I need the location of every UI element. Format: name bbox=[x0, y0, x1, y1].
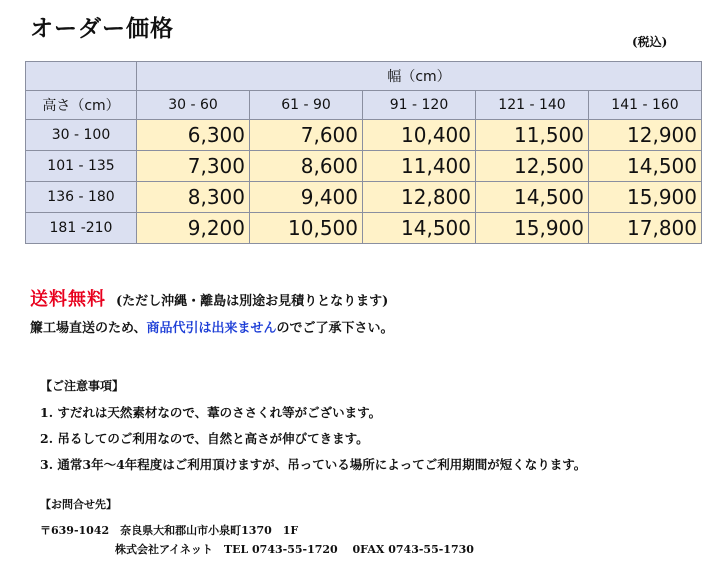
height-range: 181 -210 bbox=[26, 213, 137, 244]
address: 〒639-1042 奈良県大和郡山市小泉町1370 1F bbox=[40, 524, 299, 537]
price-cell: 8,600 bbox=[250, 151, 363, 182]
table-row bbox=[26, 151, 702, 182]
contact-heading: 【お問合せ先】 bbox=[40, 498, 117, 511]
price-cell: 11,400 bbox=[363, 151, 476, 182]
free-shipping-label: 送料無料 bbox=[30, 289, 106, 310]
price-cell: 10,400 bbox=[363, 120, 476, 151]
notes-list bbox=[40, 403, 586, 481]
notes-heading: 【ご注意事項】 bbox=[40, 379, 125, 393]
note-item: 2. 吊るしてのご利用なので、自然と高さが伸びてきます。 bbox=[40, 431, 369, 446]
company-contact: 株式会社アイネット TEL 0743-55-1720 0FAX 0743-55-1730 bbox=[115, 543, 474, 556]
height-header: 高さ（cm） bbox=[26, 91, 137, 120]
shipping-note: (ただし沖縄・離島は別途お見積りとなります) bbox=[116, 294, 389, 309]
price-cell: 6,300 bbox=[137, 120, 250, 151]
height-range: 101 - 135 bbox=[26, 151, 137, 182]
width-range: 61 - 90 bbox=[250, 91, 363, 120]
width-range: 141 - 160 bbox=[589, 91, 702, 120]
price-cell: 11,500 bbox=[476, 120, 589, 151]
table-row bbox=[26, 213, 702, 244]
width-range: 121 - 140 bbox=[476, 91, 589, 120]
price-cell: 14,500 bbox=[476, 182, 589, 213]
direct-ship-text: 簾工場直送のため、 bbox=[30, 321, 147, 336]
price-cell: 15,900 bbox=[589, 182, 702, 213]
price-cell: 12,800 bbox=[363, 182, 476, 213]
price-cell: 17,800 bbox=[589, 213, 702, 244]
table-corner bbox=[26, 62, 137, 91]
table-row bbox=[26, 182, 702, 213]
price-cell: 9,400 bbox=[250, 182, 363, 213]
price-cell: 10,500 bbox=[250, 213, 363, 244]
price-table bbox=[25, 61, 702, 244]
price-cell: 7,600 bbox=[250, 120, 363, 151]
price-cell: 12,500 bbox=[476, 151, 589, 182]
shipping-line bbox=[30, 285, 388, 311]
price-cell: 14,500 bbox=[589, 151, 702, 182]
direct-ship-notice bbox=[30, 317, 394, 336]
height-range: 136 - 180 bbox=[26, 182, 137, 213]
direct-ship-closing: のでご了承下さい。 bbox=[276, 321, 394, 336]
price-cell: 14,500 bbox=[363, 213, 476, 244]
table-row bbox=[26, 120, 702, 151]
note-item: 3. 通常3年～4年程度はご利用頂けますが、吊っている場所によってご利用期間が短くなります。 bbox=[40, 457, 587, 472]
price-cell: 8,300 bbox=[137, 182, 250, 213]
price-cell: 15,900 bbox=[476, 213, 589, 244]
price-cell: 12,900 bbox=[589, 120, 702, 151]
price-cell: 9,200 bbox=[137, 213, 250, 244]
cod-unavailable-text: 商品代引は出来ません bbox=[146, 321, 277, 336]
width-header: 幅（cm） bbox=[137, 62, 702, 91]
price-cell: 7,300 bbox=[137, 151, 250, 182]
width-range: 91 - 120 bbox=[363, 91, 476, 120]
width-range: 30 - 60 bbox=[137, 91, 250, 120]
height-range: 30 - 100 bbox=[26, 120, 137, 151]
tax-note: (税込) bbox=[632, 35, 668, 49]
page-title: オーダー価格 bbox=[30, 15, 174, 42]
note-item: 1. すだれは天然素材なので、葦のささくれ等がございます。 bbox=[40, 405, 382, 420]
